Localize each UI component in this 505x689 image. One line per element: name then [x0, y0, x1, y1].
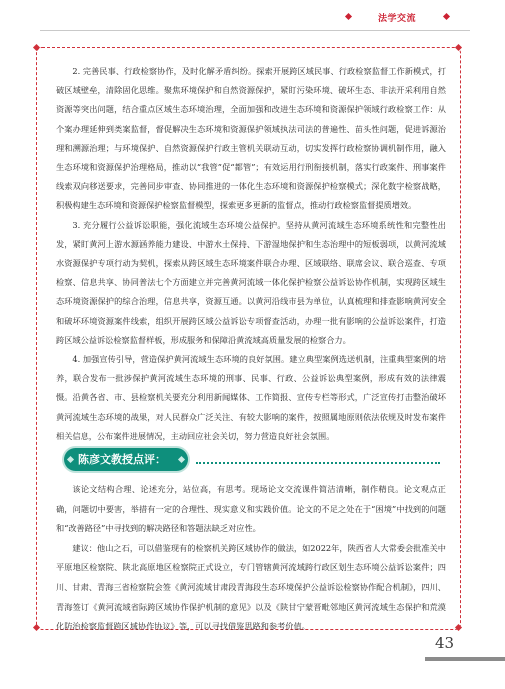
frame-corner-diamond-icon [455, 624, 462, 631]
commentary-badge [64, 448, 188, 471]
header-diamond-right-icon [443, 13, 450, 20]
article-paragraph: 2. 完善民事、行政检察协作，及时化解矛盾纠纷。探索开展跨区域民事、行政检察监督工作新模式，打破区域壁垒，清除固化思维。聚焦环境保护和自然资源保护，紧盯污染环境、破坏生态、非法开采利用自然资源等突出问题，结合重点区域生态环境治理，全面加强和改进生态环境和资源保护领域行政检察工作：从个案办理延伸到类案监督，督促解决生态环境和资源保护领域执法司法的普遍性、苗头性问题，促进诉源治理和溯源治理；与环境保护、自然资源保护行政主管机关联动互动，切实发挥行政检察协调机制作用，融入生态环境和资源保护治理格局，推动以“我管”促“都管”；有效运用行刑衔接机制，落实行政案件、刑事案件线索双向移送要求，完善同步审查、协同推进的一体化生态环境和资源保护检察模式；深化数字检察战略，积极构建生态环境和资源保护检察监督模型，探索更多更新的监督点，推动行政检察监督提质增效。 [56, 66, 446, 211]
commentary-paragraph: 该论文结构合理、论述充分，站位高，有思考。现场论文交流课件简洁清晰，制作精良。论文观点正确，问题切中要害，举措有一定的合理性、现实意义和实践价值。论文的不足之处在于“困境”中找到的问题和“改善路径”中寻找到的解决路径和答题法缺乏对应性。 [56, 484, 446, 534]
article-body [56, 62, 446, 446]
badge-diamond-icon [178, 456, 185, 463]
article-paragraph: 3. 充分履行公益诉讼职能，强化流域生态环境公益保护。坚持从黄河流域生态环境系统性和完整性出发，紧盯黄河上游水源涵养能力建设、中游水土保持、下游湿地保护和生态治理中的短板弱项，以黄河流域水资源保护专项行动为契机，探索从跨区域生态环境案件联合办理、区域联络、联席会议、联合巡查、专项检察、信息共享、协同普法七个方面建立并完善黄河流域一体化保护检察公益诉讼协作机制，实现跨区域生态环境资源保护的综合治理，信息共享，资源互通。以黄河沿线市县为单位，认真梳理和排查影响黄河安全和破坏环境资源案件线索，组织开展跨区域公益诉讼专项督查活动，办理一批有影响的公益诉讼案件，打造跨区域公益诉讼检察监督样板，形成服务和保障沿黄流域高质量发展的检察合力。 [56, 219, 446, 345]
page-number-bar [425, 657, 505, 661]
header-diamond-left-icon [345, 13, 352, 20]
section-title: 法学交流 [377, 14, 416, 24]
badge-dotted-line [196, 462, 440, 464]
commentary-badge-label: 陈彦文教授点评： [78, 453, 166, 466]
badge-diamond-icon [67, 456, 74, 463]
article-paragraph: 4. 加强宣传引导，营造保护黄河流域生态环境的良好氛围。建立典型案例选送机制，注重典型案例的培养，联合发布一批涉保护黄河流域生态环境的刑事、民事、行政、公益诉讼典型案例，形成有效的法律震慑。沿黄各省、市、县检察机关要充分利用新闻媒体、工作简报、宣传专栏等形式，广泛宣传打击整治破坏黄河流域生态环境的战果，对人民群众广泛关注、有较大影响的案件，按照属地原则依法依规及时发布案件相关信息，公布案件进展情况，主动回应社会关切，努力营造良好社会氛围。 [56, 354, 446, 441]
commentary-paragraph: 建议：他山之石，可以借鉴现有的检察机关跨区域协作的做法，如2022年，陕西省人大常委会批准关中平原地区检察院、陕北高原地区检察院正式设立，专门管辖黄河流域跨行政区划生态环境公益诉讼案件；四川、甘肃、青海三省检察院会签《黄河流域甘肃段青海段生态环境保护公益诉讼检察协作配合机制》，四川、青海签订《黄河流域省际跨区域协作保护机制的意见》以及《陕甘宁蒙晋毗邻地区黄河流域生态保护和荒漠化防治检察监督跨区域协作协议》等，可以寻找借鉴思路和参考价值。 [56, 542, 446, 632]
header-divider [40, 30, 470, 31]
page-number: 43 [435, 634, 455, 652]
commentary-body [56, 480, 446, 637]
